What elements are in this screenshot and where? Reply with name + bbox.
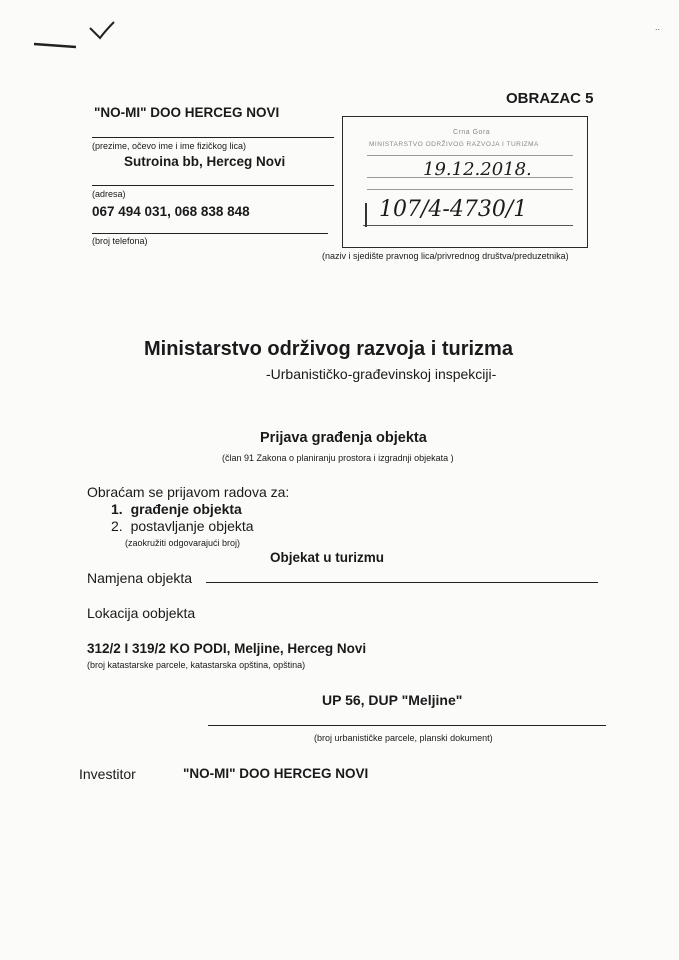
department-name: -Urbanističko-građevinskoj inspekciji- [266, 366, 497, 382]
works-intro: Obraćam se prijavom radova za: [87, 484, 290, 500]
applicant-name: "NO-MI" DOO HERCEG NOVI [94, 105, 280, 120]
works-option-number: 1. [111, 501, 123, 517]
location-parcels-caption: (broj katastarske parcele, katastarska opština, opština) [87, 660, 306, 670]
receipt-stamp [342, 116, 588, 248]
works-option-label: postavljanje objekta [130, 518, 254, 534]
ministry-title: Ministarstvo održivog razvoja i turizma [144, 338, 513, 360]
applicant-phone-caption: (broj telefona) [92, 236, 148, 246]
applicant-address-line [92, 185, 334, 186]
urban-parcel-caption: (broj urbanističke parcele, planski dokument) [314, 733, 493, 743]
works-option-2 [111, 518, 254, 534]
stamp-number: 107/4-4730/1 [379, 197, 528, 222]
purpose-line [206, 582, 598, 583]
location-parcels: 312/2 I 319/2 KO PODI, Meljine, Herceg Novi [87, 641, 367, 656]
applicant-phone-line [92, 233, 328, 234]
corner-dots: .. [655, 22, 661, 32]
report-subtitle: (član 91 Zakona o planiranju prostora i izgradnji objekata ) [222, 453, 454, 463]
investor-value: "NO-MI" DOO HERCEG NOVI [183, 766, 369, 781]
location-label: Lokacija oobjekta [87, 605, 196, 621]
urban-parcel: UP 56, DUP "Meljine" [322, 692, 463, 708]
applicant-phone: 067 494 031, 068 838 848 [92, 204, 250, 219]
works-option-label: građenje objekta [130, 501, 242, 517]
stamp-date: 19.12.2018. [423, 159, 532, 180]
stamp-header: MINISTARSTVO ODRŽIVOG RAZVOJA I TURIZMA [369, 141, 539, 148]
applicant-address-caption: (adresa) [92, 189, 126, 199]
urban-parcel-line [208, 725, 606, 726]
works-option-number: 2. [111, 518, 123, 534]
stamp-header-top: Crna Gora [453, 129, 491, 136]
applicant-address: Sutroina bb, Herceg Novi [124, 154, 286, 169]
works-note: (zaokružiti odgovarajući broj) [125, 538, 241, 548]
works-option-1 [111, 501, 242, 517]
form-number: OBRAZAC 5 [506, 90, 594, 107]
report-title: Prijava građenja objekta [260, 430, 427, 446]
investor-label: Investitor [79, 766, 136, 782]
purpose-value: Objekat u turizmu [270, 550, 385, 565]
applicant-name-line [92, 137, 334, 138]
pen-scribble-mark [30, 20, 120, 55]
purpose-label: Namjena objekta [87, 570, 193, 586]
legal-entity-caption: (naziv i sjedište pravnog lica/privrednog društva/preduzetnika) [322, 251, 569, 261]
applicant-name-caption: (prezime, očevo ime i ime fizičkog lica) [92, 141, 247, 151]
